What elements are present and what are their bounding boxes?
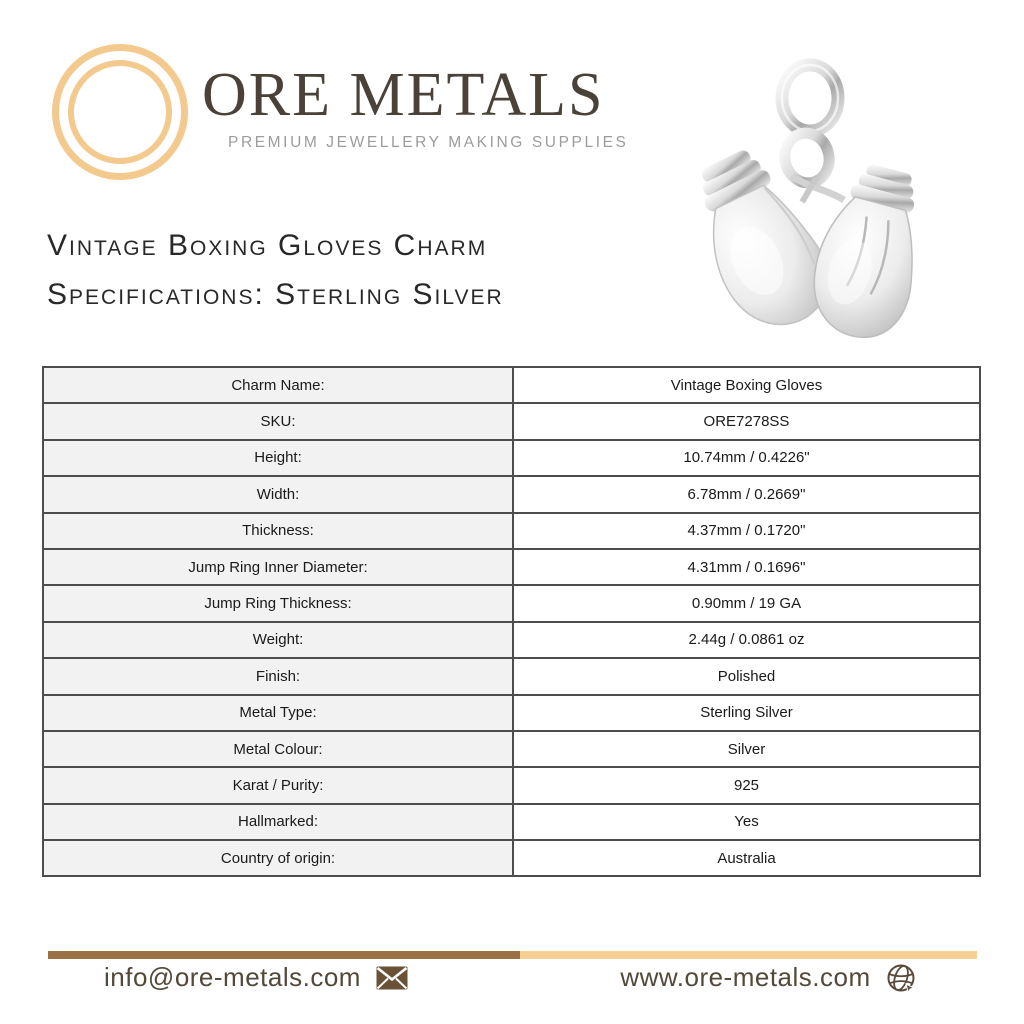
spec-label: Jump Ring Inner Diameter: [43, 549, 513, 585]
spec-label: Metal Type: [43, 695, 513, 731]
globe-icon [886, 963, 916, 993]
footer-website [512, 962, 1024, 993]
spec-row [43, 440, 980, 476]
spec-row [43, 767, 980, 803]
spec-value: Yes [513, 804, 980, 840]
spec-label: Karat / Purity: [43, 767, 513, 803]
brand-name: ORE METALS [202, 61, 605, 129]
divider-gold-segment [520, 951, 977, 959]
spec-value: 4.31mm / 0.1696" [513, 549, 980, 585]
boxing-gloves-charm-image [660, 38, 980, 338]
brand-ring-icon [52, 44, 188, 180]
spec-value: ORE7278SS [513, 403, 980, 439]
spec-value: 10.74mm / 0.4226" [513, 440, 980, 476]
spec-row [43, 804, 980, 840]
spec-row [43, 585, 980, 621]
spec-label: Hallmarked: [43, 804, 513, 840]
spec-row [43, 403, 980, 439]
divider-brown-segment [48, 951, 520, 959]
spec-row [43, 622, 980, 658]
spec-row [43, 367, 980, 403]
spec-label: Width: [43, 476, 513, 512]
spec-label: Thickness: [43, 513, 513, 549]
spec-label: Weight: [43, 622, 513, 658]
spec-row [43, 658, 980, 694]
website-text: www.ore-metals.com [620, 962, 871, 992]
product-photo [660, 38, 980, 338]
spec-label: Height: [43, 440, 513, 476]
spec-value: Polished [513, 658, 980, 694]
spec-label: Charm Name: [43, 367, 513, 403]
page-title [47, 221, 504, 319]
spec-value: 2.44g / 0.0861 oz [513, 622, 980, 658]
brand-tagline: PREMIUM JEWELLERY MAKING SUPPLIES [228, 134, 629, 151]
spec-table-body [43, 367, 980, 876]
spec-row [43, 840, 980, 876]
brand-block [202, 62, 642, 152]
spec-row [43, 695, 980, 731]
spec-value: Sterling Silver [513, 695, 980, 731]
spec-label: Country of origin: [43, 840, 513, 876]
spec-row [43, 476, 980, 512]
spec-value: 925 [513, 767, 980, 803]
footer-email [0, 962, 512, 993]
spec-row [43, 549, 980, 585]
envelope-icon [376, 966, 408, 990]
spec-label: Metal Colour: [43, 731, 513, 767]
spec-value: Silver [513, 731, 980, 767]
spec-table [42, 366, 981, 877]
spec-value: 6.78mm / 0.2669" [513, 476, 980, 512]
spec-value: Australia [513, 840, 980, 876]
footer-divider [48, 951, 977, 959]
footer-contacts [0, 962, 1024, 993]
spec-row [43, 731, 980, 767]
spec-value: 4.37mm / 0.1720" [513, 513, 980, 549]
spec-value: Vintage Boxing Gloves [513, 367, 980, 403]
spec-label: Finish: [43, 658, 513, 694]
brand-ring-inner-icon [68, 60, 172, 164]
title-line-1: Vintage Boxing Gloves Charm [47, 229, 488, 262]
title-line-2: Specifications: Sterling Silver [47, 278, 504, 311]
spec-value: 0.90mm / 19 GA [513, 585, 980, 621]
spec-label: Jump Ring Thickness: [43, 585, 513, 621]
spec-label: SKU: [43, 403, 513, 439]
email-text: info@ore-metals.com [104, 962, 361, 992]
spec-row [43, 513, 980, 549]
